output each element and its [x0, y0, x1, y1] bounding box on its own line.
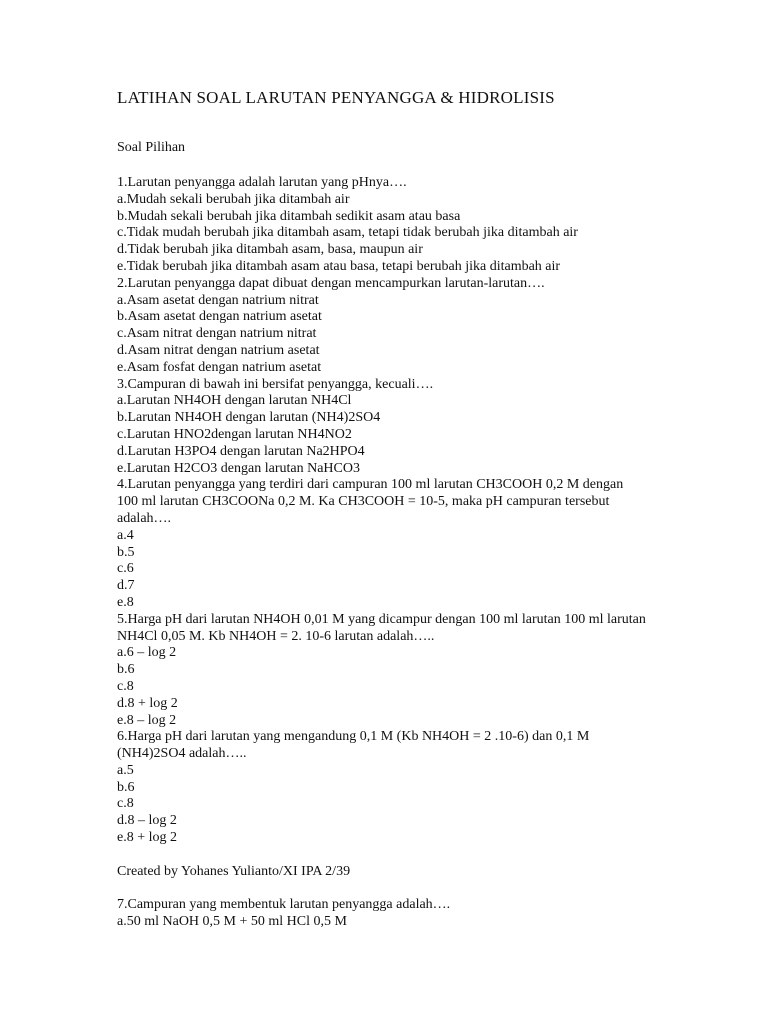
option-1c: c.Tidak mudah berubah jika ditambah asam, tetapi tidak berubah jika ditambah air [117, 225, 578, 241]
option-3d: d.Larutan H3PO4 dengan larutan Na2HPO4 [117, 443, 365, 459]
option-6b: b.6 [117, 779, 135, 795]
option-4d: d.7 [117, 578, 135, 594]
option-5e: e.8 – log 2 [117, 712, 177, 728]
question-5: 5.Harga pH dari larutan NH4OH 0,01 M yang dicampur dengan 100 ml larutan 100 ml larutan NH4Cl 0,05 M. Kb NH4OH = 2. 10-6 larutan adalah….. [117, 611, 646, 644]
spacer [117, 847, 647, 864]
question-1: 1.Larutan penyangga adalah larutan yang pHnya…. [117, 175, 407, 190]
option-2d: d.Asam nitrat dengan natrium asetat [117, 342, 320, 358]
option-6e: e.8 + log 2 [117, 830, 177, 846]
option-6c: c.8 [117, 796, 134, 812]
option-3e: e.Larutan H2CO3 dengan larutan NaHCO3 [117, 460, 360, 476]
option-5d: d.8 + log 2 [117, 695, 178, 711]
question-7: 7.Campuran yang membentuk larutan penyangga adalah…. [117, 897, 451, 913]
option-5c: c.8 [117, 678, 134, 694]
document-title: LATIHAN SOAL LARUTAN PENYANGGA & HIDROLISIS [117, 88, 555, 107]
option-3c: c.Larutan HNO2dengan larutan NH4NO2 [117, 426, 352, 442]
option-6a: a.5 [117, 762, 134, 778]
option-4e: e.8 [117, 594, 134, 610]
question-2: 2.Larutan penyangga dapat dibuat dengan mencampurkan larutan-larutan…. [117, 275, 545, 291]
option-2a: a.Asam asetat dengan natrium nitrat [117, 292, 319, 308]
option-3a: a.Larutan NH4OH dengan larutan NH4Cl [117, 393, 352, 409]
question-list [117, 175, 647, 931]
option-4b: b.5 [117, 544, 135, 560]
question-4: 4.Larutan penyangga yang terdiri dari campuran 100 ml larutan CH3COOH 0,2 M dengan 100 ml larutan CH3COONa 0,2 M. Ka CH3COOH = 10-5, maka pH campuran tersebut adalah…. [117, 477, 624, 526]
option-2c: c.Asam nitrat dengan natrium nitrat [117, 326, 317, 342]
option-1a: a.Mudah sekali berubah jika ditambah air [117, 191, 350, 207]
credit-line: Created by Yohanes Yulianto/XI IPA 2/39 [117, 863, 351, 879]
option-1b: b.Mudah sekali berubah jika ditambah sedikit asam atau basa [117, 208, 461, 224]
option-4c: c.6 [117, 561, 134, 577]
option-5a: a.6 – log 2 [117, 645, 177, 661]
section-heading: Soal Pilihan [117, 140, 186, 155]
option-7a: a.50 ml NaOH 0,5 M + 50 ml HCl 0,5 M [117, 914, 347, 930]
option-1e: e.Tidak berubah jika ditambah asam atau basa, tetapi berubah jika ditambah air [117, 258, 561, 274]
question-3: 3.Campuran di bawah ini bersifat penyangga, kecuali…. [117, 376, 434, 392]
option-2e: e.Asam fosfat dengan natrium asetat [117, 359, 322, 375]
option-3b: b.Larutan NH4OH dengan larutan (NH4)2SO4 [117, 410, 381, 426]
option-1d: d.Tidak berubah jika ditambah asam, basa, maupun air [117, 242, 423, 258]
option-6d: d.8 – log 2 [117, 813, 177, 829]
option-5b: b.6 [117, 662, 135, 678]
option-4a: a.4 [117, 527, 134, 543]
spacer [117, 880, 647, 897]
question-6: 6.Harga pH dari larutan yang mengandung 0,1 M (Kb NH4OH = 2 .10-6) dan 0,1 M (NH4)2SO4 adalah….. [117, 729, 590, 762]
option-2b: b.Asam asetat dengan natrium asetat [117, 309, 322, 325]
